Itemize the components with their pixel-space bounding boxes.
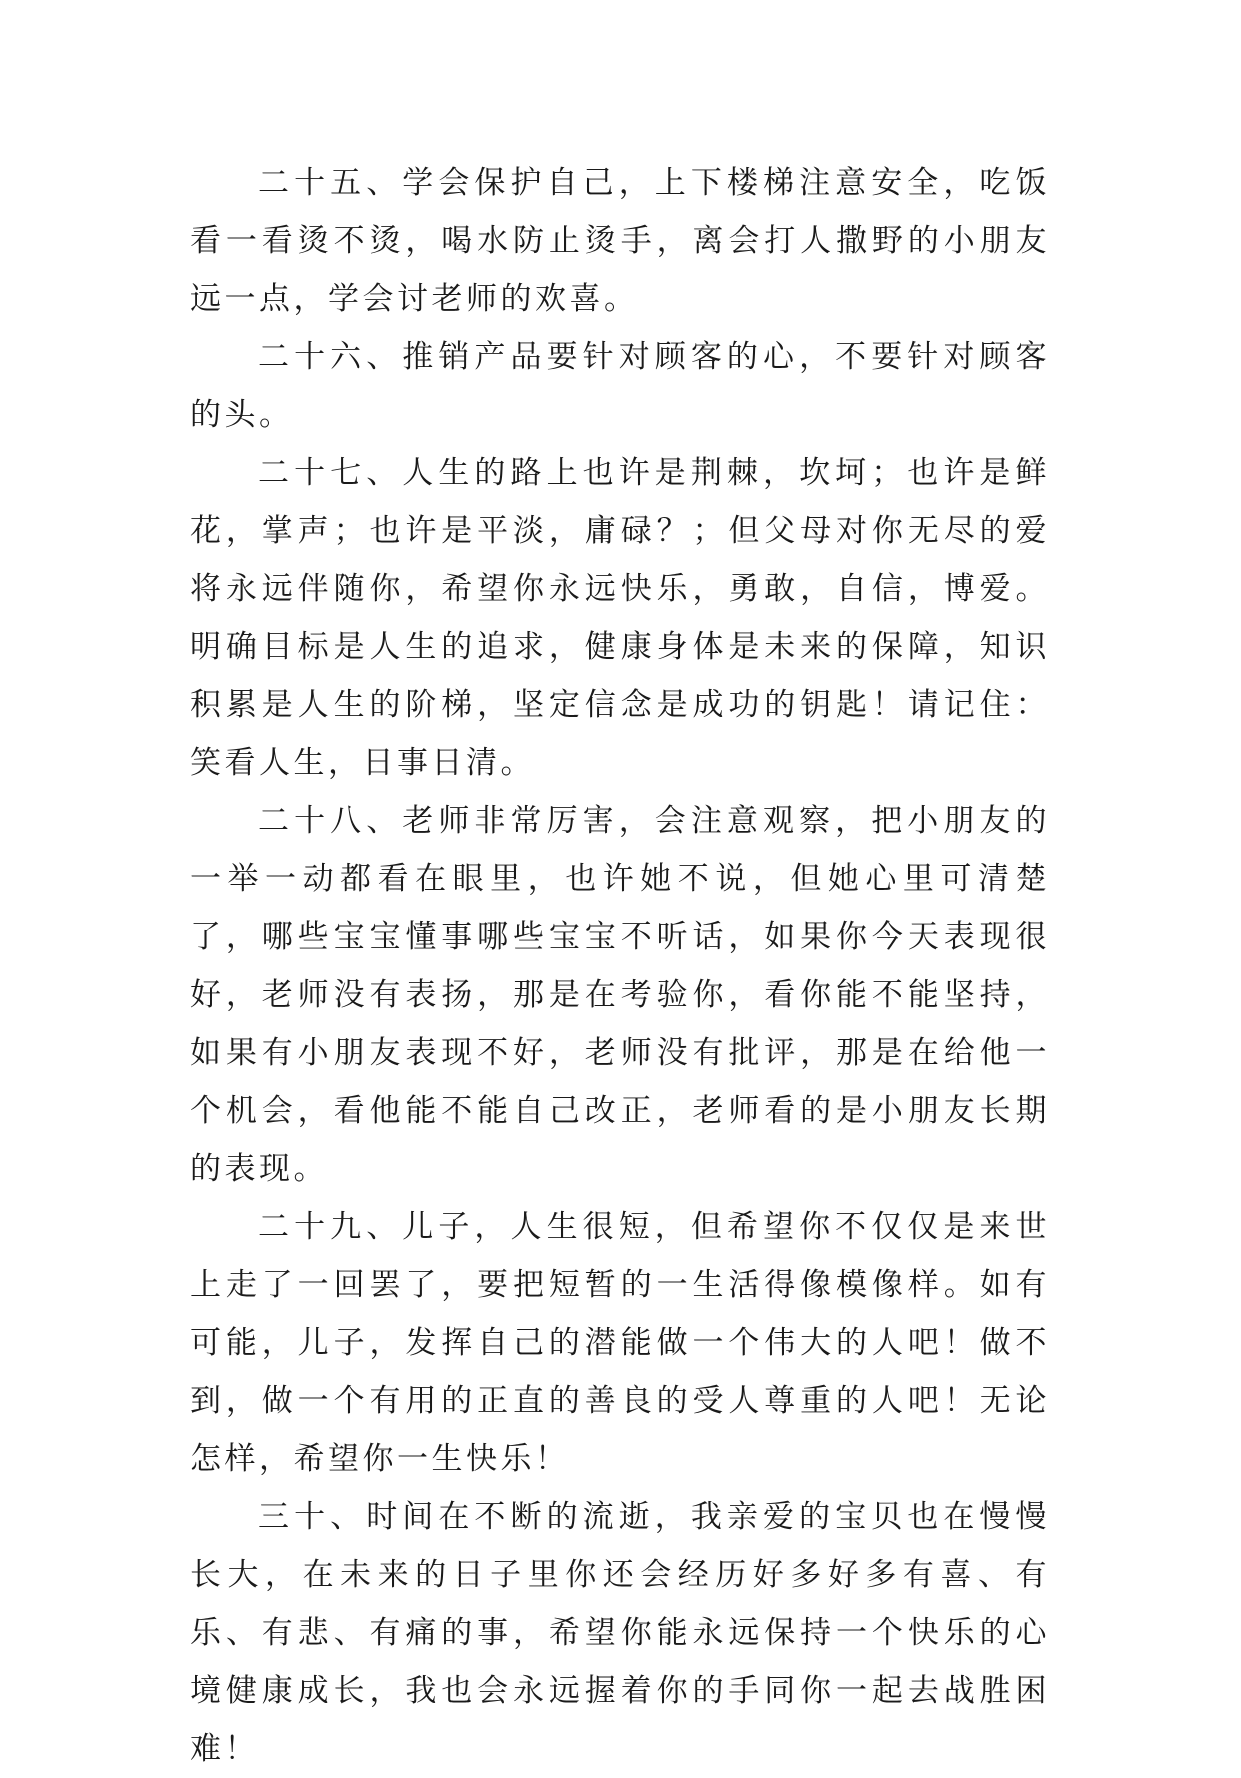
paragraph-28: 二十八、老师非常厉害，会注意观察，把小朋友的一举一动都看在眼里，也许她不说，但她心里可清楚了，哪些宝宝懂事哪些宝宝不听话，如果你今天表现很好，老师没有表扬，那是在考验你，看你能不能坚持，如果有小朋友表现不好，老师没有批评，那是在给他一个机会，看他能不能自己改正，老师看的是小朋友长期的表现。	[190, 803, 1050, 1187]
paragraph-26: 二十六、推销产品要针对顾客的心，不要针对顾客的头。	[190, 339, 1050, 433]
paragraph-27: 二十七、人生的路上也许是荆棘，坎坷；也许是鲜花，掌声；也许是平淡，庸碌？；但父母对你无尽的爱将永远伴随你，希望你永远快乐，勇敢，自信，博爱。明确目标是人生的追求，健康身体是未来的保障，知识积累是人生的阶梯，坚定信念是成功的钥匙！请记住：笑看人生，日事日清。	[190, 455, 1050, 781]
paragraph-29: 二十九、儿子，人生很短，但希望你不仅仅是来世上走了一回罢了，要把短暂的一生活得像模像样。如有可能，儿子，发挥自己的潜能做一个伟大的人吧！做不到，做一个有用的正直的善良的受人尊重的人吧！无论怎样，希望你一生快乐！	[190, 1209, 1050, 1477]
document-body	[190, 154, 1050, 1778]
paragraph-30: 三十、时间在不断的流逝，我亲爱的宝贝也在慢慢长大，在未来的日子里你还会经历好多好多有喜、有乐、有悲、有痛的事，希望你能永远保持一个快乐的心境健康成长，我也会永远握着你的手同你一起去战胜困难！	[190, 1499, 1050, 1767]
paragraph-25: 二十五、学会保护自己，上下楼梯注意安全，吃饭看一看烫不烫，喝水防止烫手，离会打人撒野的小朋友远一点，学会讨老师的欢喜。	[190, 165, 1050, 317]
